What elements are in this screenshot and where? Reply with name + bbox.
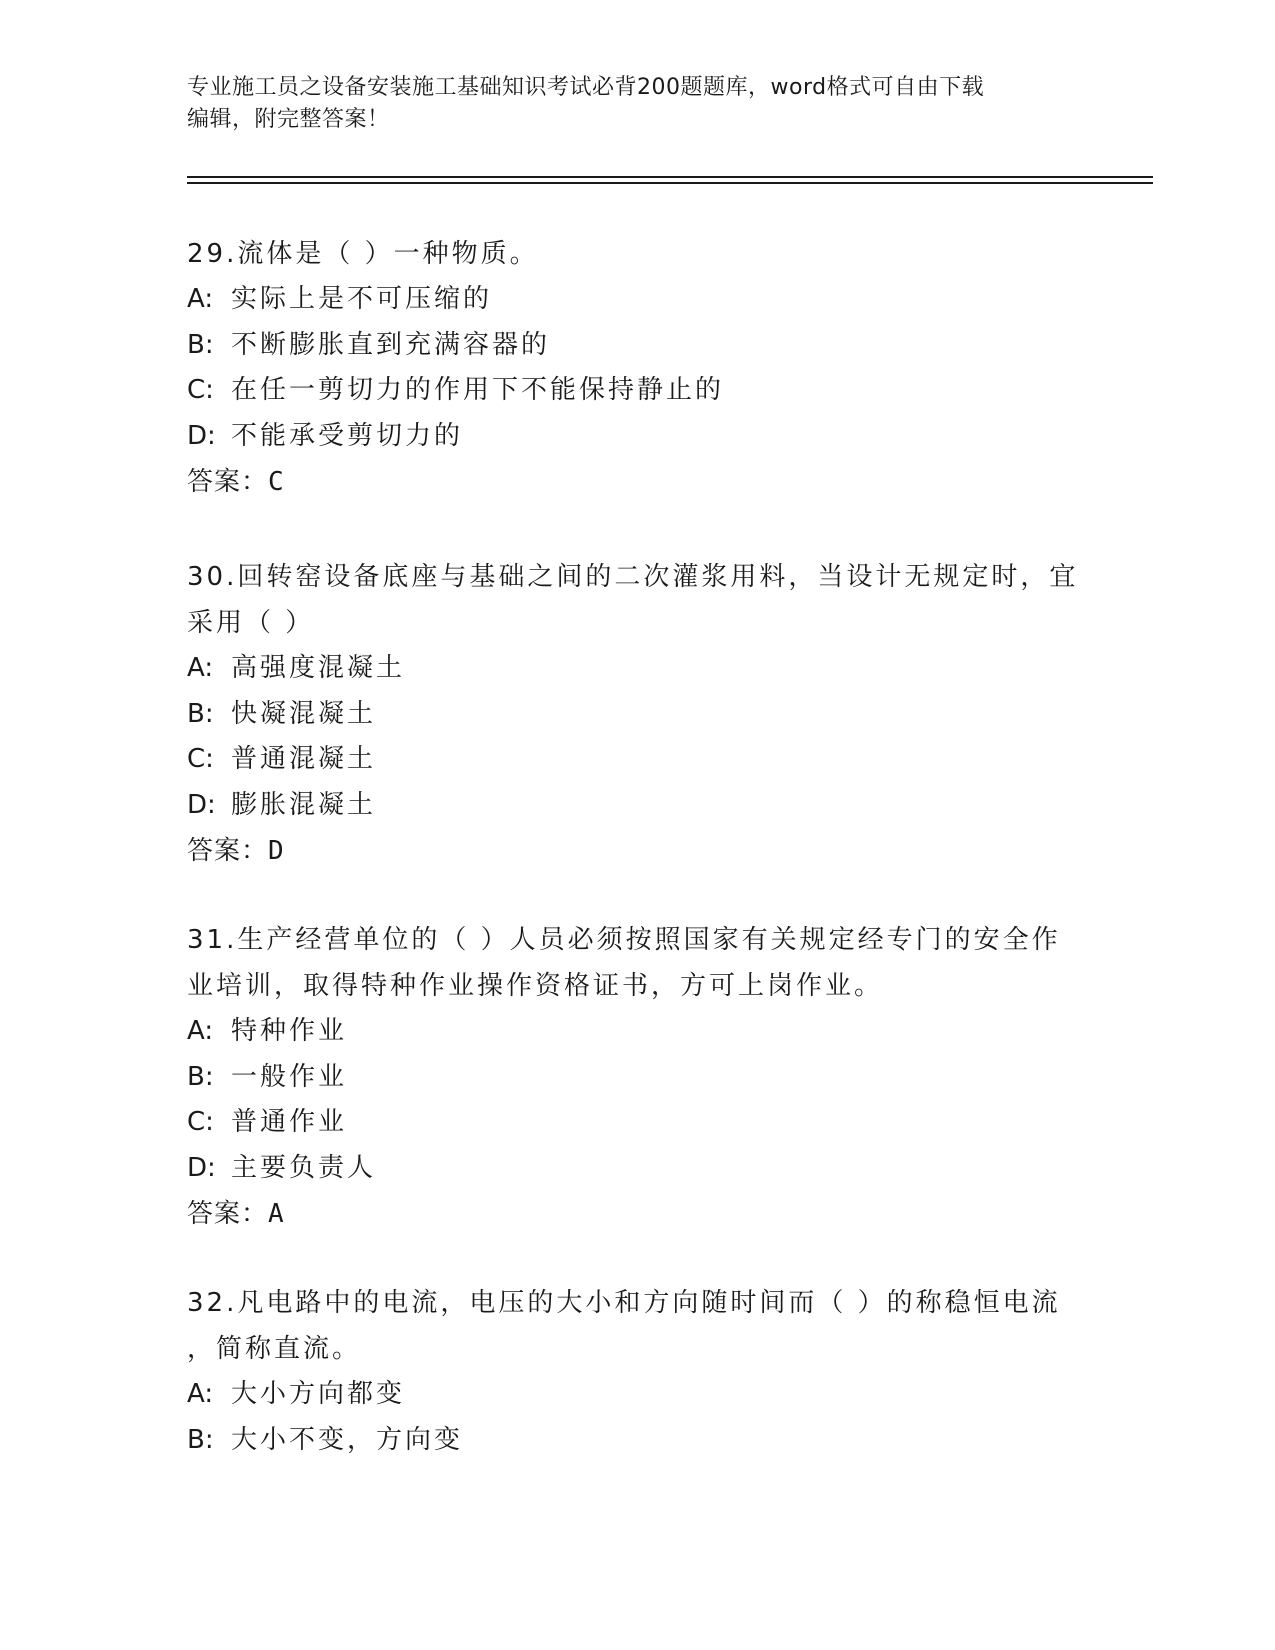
- option-c: [187, 1100, 1087, 1146]
- option-text: 不能承受剪切力的: [231, 420, 464, 451]
- answer-value: C: [268, 467, 285, 497]
- option-letter: B:: [187, 1424, 214, 1455]
- document-header: [187, 72, 1067, 136]
- question-block: [187, 1280, 1087, 1463]
- question-stem-continued: 业培训，取得特种作业操作资格证书，方可上岗作业。: [187, 971, 884, 1001]
- option-text: 膨胀混凝土: [231, 789, 377, 820]
- answer-line: [187, 1191, 1087, 1237]
- option-d: [187, 1146, 1087, 1192]
- question-block: [187, 917, 1087, 1237]
- answer-value: D: [268, 836, 285, 866]
- option-d: [187, 783, 1087, 829]
- option-letter: C:: [187, 744, 214, 774]
- option-d: [187, 414, 1087, 460]
- header-title-line-2: 编辑，附完整答案！: [187, 107, 390, 132]
- option-letter: B:: [187, 698, 214, 729]
- question-stem: 29.流体是（ ）一种物质。: [187, 239, 539, 269]
- option-text: 大小方向都变: [231, 1379, 406, 1409]
- option-c: [187, 737, 1087, 783]
- option-b: [187, 1055, 1087, 1101]
- answer-value: A: [268, 1199, 285, 1229]
- question-stem: 32.凡电路中的电流，电压的大小和方向随时间而（ ）的称稳恒电流: [187, 1288, 1061, 1318]
- question-block: [187, 554, 1087, 874]
- option-text: 快凝混凝土: [231, 698, 377, 729]
- answer-line: [187, 459, 1087, 505]
- option-text: 大小不变，方向变: [231, 1424, 464, 1455]
- answer-line: [187, 828, 1087, 874]
- option-a: [187, 1372, 1087, 1418]
- option-a: [187, 277, 1087, 323]
- question-block: [187, 231, 1087, 505]
- option-letter: D:: [187, 789, 216, 820]
- question-stem: 31.生产经营单位的（ ）人员必须按照国家有关规定经专门的安全作: [187, 925, 1061, 955]
- option-letter: D:: [187, 1152, 216, 1183]
- option-letter: A:: [187, 653, 214, 683]
- header-divider-bottom: [187, 182, 1153, 184]
- answer-label: 答案：: [187, 467, 269, 497]
- option-letter: A:: [187, 284, 214, 314]
- option-a: [187, 1009, 1087, 1055]
- option-text: 在任一剪切力的作用下不能保持静止的: [231, 375, 725, 405]
- header-title-line-1: 专业施工员之设备安装施工基础知识考试必背200题题库，word格式可自由下载: [187, 75, 985, 100]
- answer-label: 答案：: [187, 836, 269, 866]
- option-a: [187, 646, 1087, 692]
- option-text: 普通作业: [231, 1107, 348, 1137]
- option-text: 高强度混凝土: [231, 653, 406, 683]
- question-stem-continued: ，简称直流。: [187, 1334, 362, 1364]
- option-text: 主要负责人: [231, 1152, 377, 1183]
- option-b: [187, 323, 1087, 369]
- question-stem-continued: 采用（ ）: [187, 608, 315, 638]
- option-letter: B:: [187, 329, 214, 360]
- option-text: 一般作业: [231, 1061, 348, 1092]
- option-letter: D:: [187, 420, 216, 451]
- option-text: 不断膨胀直到充满容器的: [231, 329, 551, 360]
- question-stem: 30.回转窑设备底座与基础之间的二次灌浆用料，当设计无规定时，宜: [187, 562, 1079, 592]
- option-letter: C:: [187, 1107, 214, 1137]
- option-text: 普通混凝土: [231, 744, 377, 774]
- option-letter: C:: [187, 375, 214, 405]
- option-text: 特种作业: [231, 1016, 348, 1046]
- option-c: [187, 368, 1087, 414]
- option-letter: A:: [187, 1016, 214, 1046]
- option-letter: B:: [187, 1061, 214, 1092]
- option-text: 实际上是不可压缩的: [231, 284, 493, 314]
- option-b: [187, 692, 1087, 738]
- header-divider-top: [187, 176, 1153, 178]
- option-letter: A:: [187, 1379, 214, 1409]
- answer-label: 答案：: [187, 1199, 269, 1229]
- option-b: [187, 1418, 1087, 1464]
